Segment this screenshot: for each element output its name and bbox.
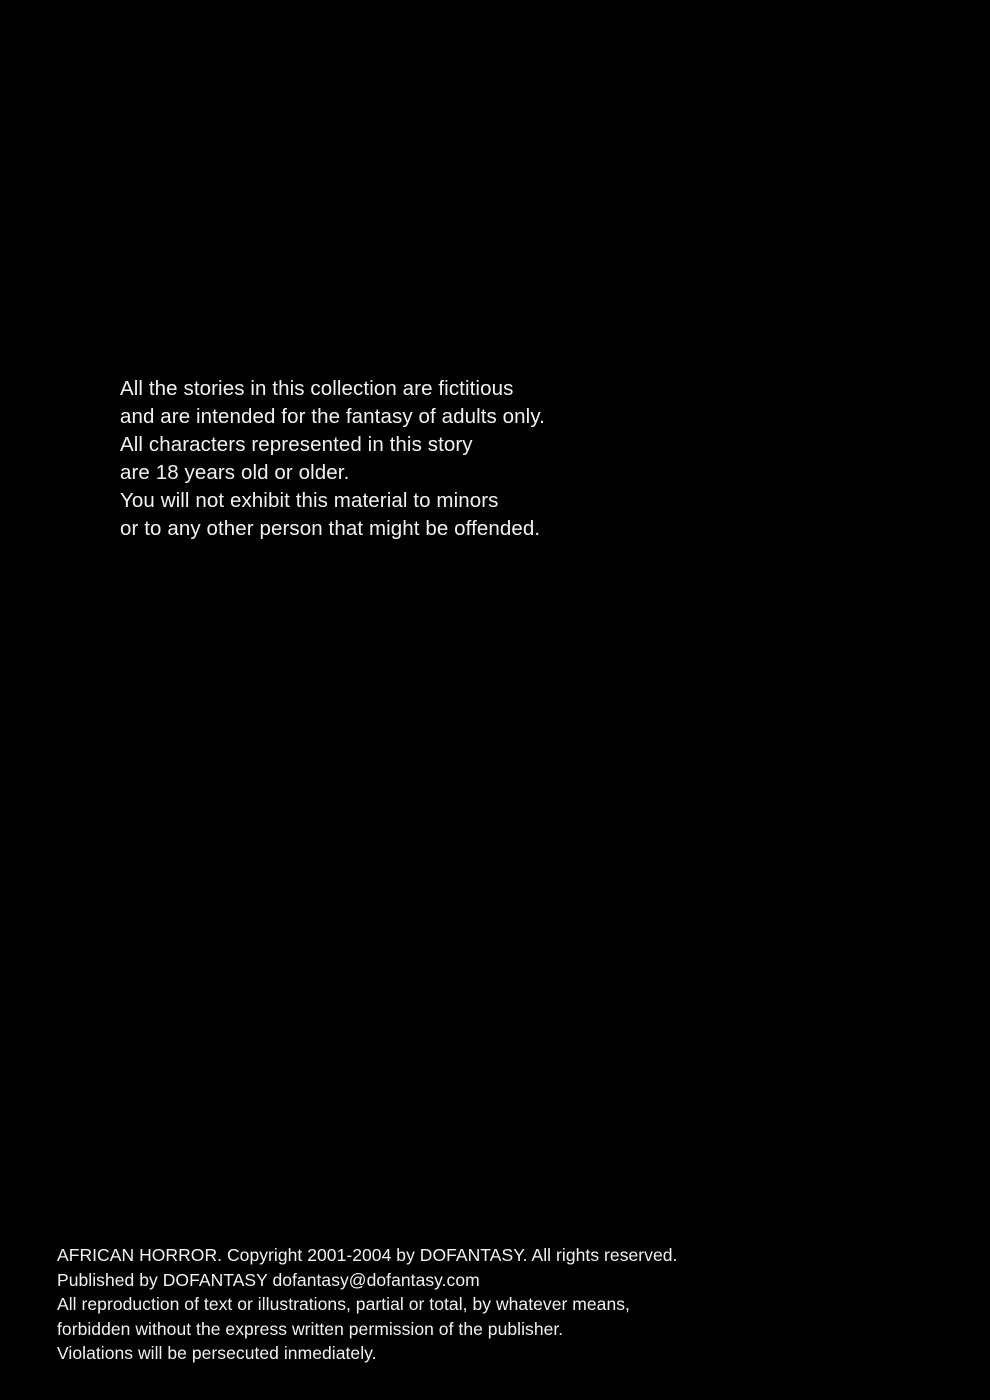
copyright-block xyxy=(57,1243,937,1366)
disclaimer-block xyxy=(120,375,820,543)
disclaimer-line-5: You will not exhibit this material to minors xyxy=(120,489,499,512)
copyright-line-3: All reproduction of text or illustrations, partial or total, by whatever means, xyxy=(57,1294,630,1314)
disclaimer-line-2: and are intended for the fantasy of adults only. xyxy=(120,405,545,428)
disclaimer-line-6: or to any other person that might be offended. xyxy=(120,517,541,540)
disclaimer-line-4: are 18 years old or older. xyxy=(120,461,350,484)
disclaimer-line-3: All characters represented in this story xyxy=(120,433,473,456)
copyright-line-5: Violations will be persecuted inmediately. xyxy=(57,1343,377,1363)
copyright-line-1: AFRICAN HORROR. Copyright 2001-2004 by DOFANTASY. All rights reserved. xyxy=(57,1245,678,1265)
copyright-line-4: forbidden without the express written permission of the publisher. xyxy=(57,1318,564,1339)
copyright-line-2: Published by DOFANTASY dofantasy@dofantasy.com xyxy=(57,1269,480,1290)
disclaimer-line-1: All the stories in this collection are fictitious xyxy=(120,377,514,400)
